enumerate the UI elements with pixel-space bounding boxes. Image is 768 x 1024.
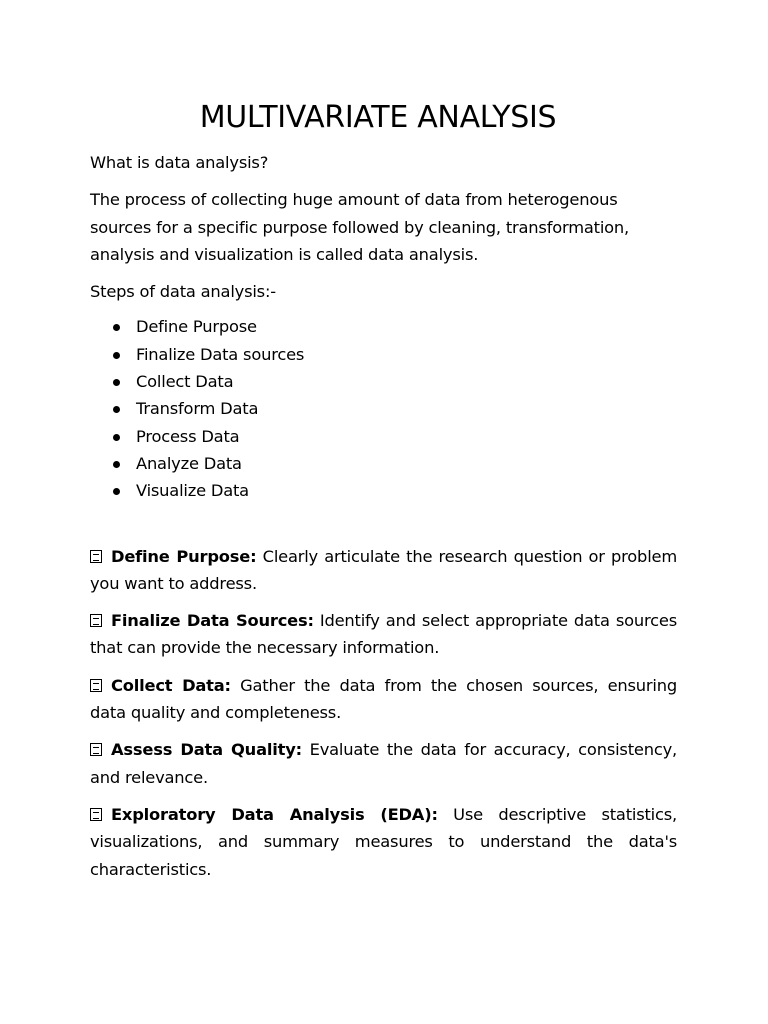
detail-paragraph	[90, 672, 677, 727]
question-paragraph: What is data analysis?	[90, 153, 269, 172]
list-item: Visualize Data	[136, 477, 677, 504]
missing-glyph-icon	[90, 743, 102, 756]
detail-text: Clearly articulate the research question or problem you want to address.	[90, 546, 677, 593]
detail-paragraph	[90, 607, 677, 662]
detail-paragraph	[90, 543, 677, 598]
intro-paragraph: The process of collecting huge amount of data from heterogenous sources for a specific purpose followed by cleaning, transformation, analysis and visualization is called data analysis.	[90, 190, 630, 264]
detail-paragraph	[90, 736, 677, 791]
detail-text: Use descriptive statistics, visualizations, and summary measures to understand the data's characteristics.	[90, 804, 677, 879]
steps-heading: Steps of data analysis:-	[90, 282, 276, 302]
detail-text: Gather the data from the chosen sources, ensuring data quality and completeness.	[90, 675, 677, 723]
detail-text: Evaluate the data for accuracy, consistency, and relevance.	[90, 740, 677, 787]
detail-term: Assess Data Quality:	[111, 740, 302, 760]
list-item: Collect Data	[136, 368, 677, 395]
detail-text: Identify and select appropriate data sources that can provide the necessary information.	[90, 611, 677, 658]
steps-list	[90, 313, 677, 504]
detail-term: Define Purpose:	[111, 546, 257, 566]
missing-glyph-icon	[90, 808, 102, 821]
detail-term: Collect Data:	[111, 675, 231, 695]
list-item: Finalize Data sources	[136, 341, 677, 368]
detail-term: Finalize Data Sources:	[111, 611, 314, 631]
detail-paragraph	[90, 801, 677, 883]
detail-term: Exploratory Data Analysis (EDA):	[111, 804, 438, 824]
list-item: Define Purpose	[136, 313, 677, 340]
document-body	[90, 149, 677, 893]
missing-glyph-icon	[90, 614, 102, 627]
list-item: Transform Data	[136, 395, 677, 422]
list-item: Process Data	[136, 423, 677, 450]
missing-glyph-icon	[90, 550, 102, 563]
missing-glyph-icon	[90, 679, 102, 692]
page-title: MULTIVARIATE ANALYSIS	[199, 100, 557, 135]
list-item: Analyze Data	[136, 450, 677, 477]
